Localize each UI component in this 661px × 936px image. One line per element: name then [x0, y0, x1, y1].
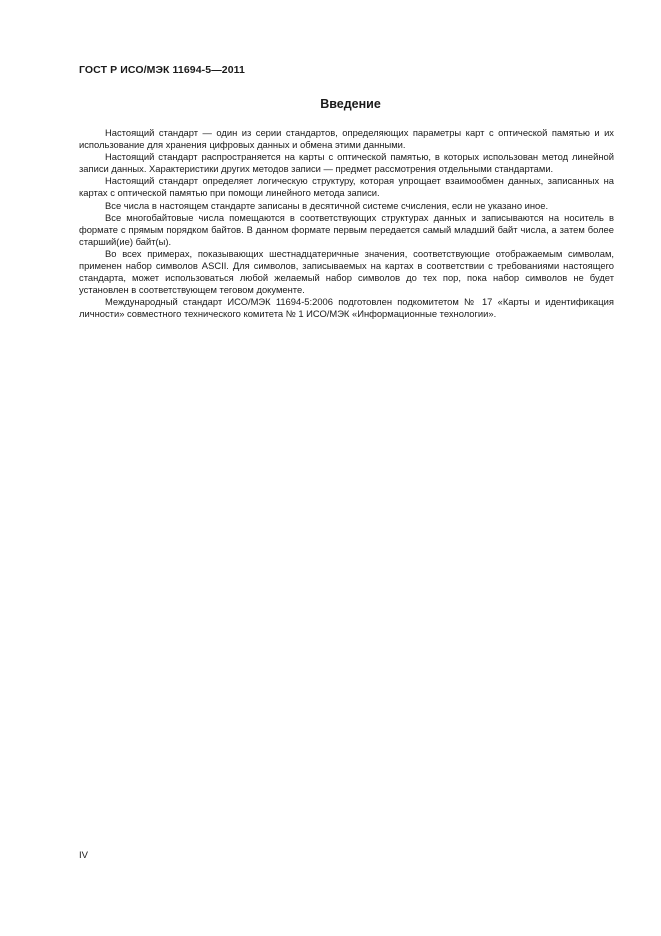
paragraph-5: Все многобайтовые числа помещаются в соответствующих структурах данных и записываются на носитель в формате с прямым порядком байтов. В данном формате первым передается самый младший байт числа, а затем более старший(ие) байт(ы).	[79, 211, 614, 247]
paragraph-1: Настоящий стандарт — один из серии стандартов, определяющих параметры карт с оптической памятью и их использование для хранения цифровых данных и обмена этими данными.	[79, 127, 614, 151]
page-header-standard-code: ГОСТ Р ИСО/МЭК 11694-5—2011	[79, 64, 245, 76]
page-number: IV	[79, 850, 88, 861]
paragraph-7: Международный стандарт ИСО/МЭК 11694-5:2006 подготовлен подкомитетом № 17 «Карты и идентификация личности» совместного технического комитета № 1 ИСО/МЭК «Информационные технологии».	[79, 296, 614, 320]
section-title: Введение	[320, 97, 381, 111]
paragraph-4: Все числа в настоящем стандарте записаны в десятичной системе счисления, если не указано иное.	[105, 199, 549, 211]
document-body	[79, 127, 614, 321]
paragraph-2: Настоящий стандарт распространяется на карты с оптической памятью, в которых использован метод линейной записи данных. Характеристики других методов записи — предмет рассмотрения отдельными стандартами.	[79, 151, 614, 175]
paragraph-6: Во всех примерах, показывающих шестнадцатеричные значения, соответствующие отображаемым символам, применен набор символов ASCII. Для символов, записываемых на картах в соответствии с требованиями настоящего стандарта, может использоваться любой желаемый набор символов до тех пор, пока набор символов не будет установлен в соответствующем теговом документе.	[79, 247, 614, 296]
paragraph-3: Настоящий стандарт определяет логическую структуру, которая упрощает взаимообмен данных, записанных на картах с оптической памятью при помощи линейного метода записи.	[79, 175, 614, 199]
